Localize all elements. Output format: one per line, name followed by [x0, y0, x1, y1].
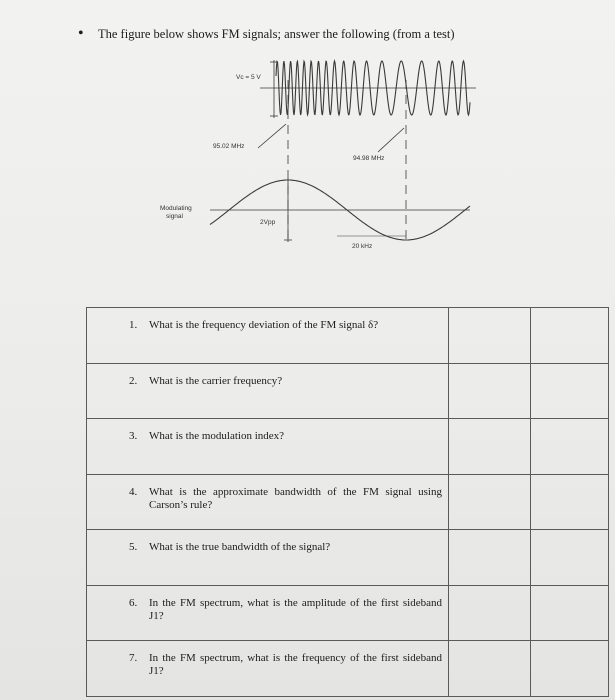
answer-cell[interactable]: [449, 474, 531, 530]
answer-cell[interactable]: [449, 641, 531, 697]
pointer-94-98: [378, 128, 404, 152]
question-number: 5.: [129, 541, 138, 553]
question-row: [87, 363, 609, 419]
answer-cell[interactable]: [449, 419, 531, 475]
answer-cell[interactable]: [449, 308, 531, 364]
answer-cell[interactable]: [449, 363, 531, 419]
questions-table: [86, 307, 609, 697]
question-number: 2.: [129, 374, 138, 387]
answer-cell[interactable]: [449, 585, 531, 641]
modulating-label-line2: signal: [166, 213, 183, 220]
answer-cell[interactable]: [531, 585, 609, 641]
question-text: What is the approximate bandwidth of the FM signal using Carson’s rule?: [149, 485, 442, 511]
answer-cell[interactable]: [531, 308, 609, 364]
page-heading: The figure below shows FM signals; answer the following (from a test): [98, 27, 455, 41]
question-row: [87, 641, 609, 697]
question-row: [87, 419, 609, 475]
question-cell: [87, 474, 449, 530]
question-text: What is the carrier frequency?: [149, 374, 283, 387]
question-row: [87, 530, 609, 586]
question: [87, 586, 448, 623]
question-row: [87, 308, 609, 364]
question-text: What is the frequency deviation of the FM signal δ?: [149, 319, 379, 331]
question-text: What is the modulation index?: [149, 430, 285, 442]
question-row: [87, 474, 609, 530]
question-number: 4.: [129, 485, 138, 498]
question-number: 6.: [129, 596, 138, 609]
question-cell: [87, 308, 449, 364]
amplitude-label: 2Vpp: [260, 219, 276, 226]
bullet: •: [78, 25, 84, 42]
freq-high-label: 95.02 MHz: [213, 143, 245, 150]
question-cell: [87, 585, 449, 641]
freq-low-label: 94.98 MHz: [353, 155, 385, 162]
question-text: In the FM spectrum, what is the amplitude of the first sideband J1?: [149, 596, 442, 622]
pointer-95-02: [258, 124, 286, 148]
question-number: 3.: [129, 430, 138, 442]
mod-freq-label: 20 kHz: [352, 243, 373, 250]
question: [87, 308, 448, 332]
question-cell: [87, 530, 449, 586]
question-cell: [87, 419, 449, 475]
answer-cell[interactable]: [531, 474, 609, 530]
question-row: [87, 585, 609, 641]
question-cell: [87, 641, 449, 697]
question-number: 7.: [129, 652, 138, 664]
answer-cell[interactable]: [531, 530, 609, 586]
vc-label: Vc = 5 V: [236, 74, 261, 81]
question-number: 1.: [129, 319, 138, 331]
question-text: What is the true bandwidth of the signal?: [149, 541, 331, 553]
question: [87, 641, 448, 678]
question-cell: [87, 363, 449, 419]
answer-cell[interactable]: [449, 530, 531, 586]
question: [87, 475, 448, 512]
modulating-label-line1: Modulating: [160, 205, 192, 212]
question: [87, 419, 448, 443]
question: [87, 530, 448, 554]
answer-cell[interactable]: [531, 419, 609, 475]
answer-cell[interactable]: [531, 641, 609, 697]
answer-cell[interactable]: [531, 363, 609, 419]
question: [87, 364, 448, 388]
fm-signal-figure: [0, 0, 615, 300]
question-text: In the FM spectrum, what is the frequency of the first sideband J1?: [149, 652, 442, 677]
